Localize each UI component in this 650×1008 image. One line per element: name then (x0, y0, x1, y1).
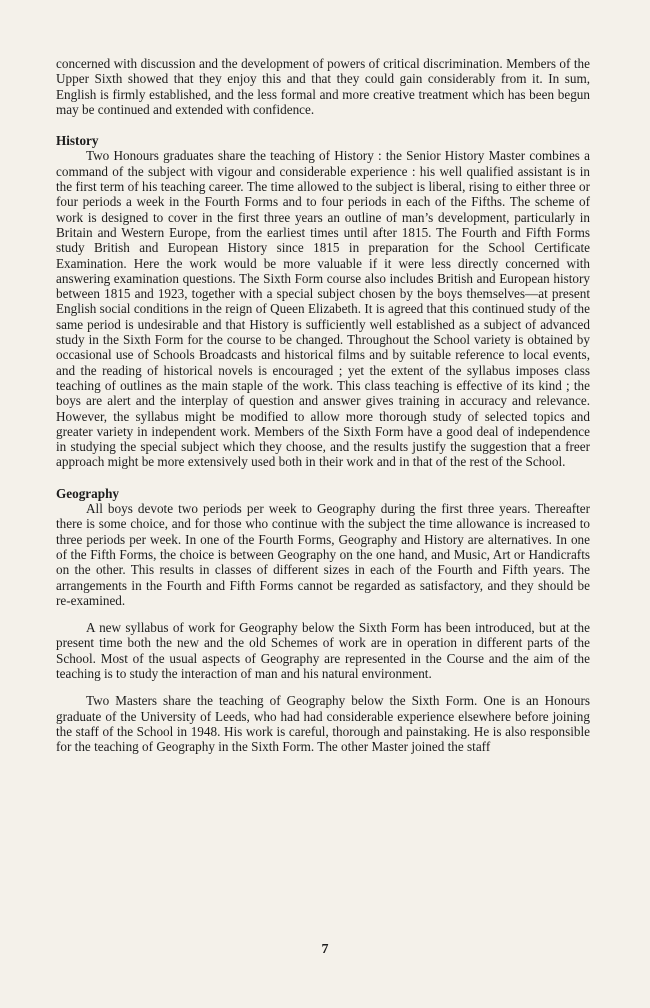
paragraph-gap (56, 681, 590, 693)
geography-paragraph-1: All boys devote two periods per week to Geography during the first three years. Thereafter there is some choice, and for those who continue with the subject the time allowance is increased to three periods per week. In one of the Fourth Forms, Geography and History are alternatives. In one of the Fifth Forms, the choice is between Geography on the one hand, and Music, Art or Handicrafts on the other. This results in classes of different sizes in each of the Fourth and Fifth years. The arrangements in the Fourth and Fifth Forms cannot be regarded as satisfactory, and they should be re-examined. (56, 501, 590, 608)
page-number: 7 (321, 942, 329, 957)
paragraph-gap (56, 608, 590, 620)
section-gap (56, 117, 590, 133)
geography-heading: Geography (56, 485, 120, 501)
history-heading: History (56, 133, 99, 149)
history-paragraph: Two Honours graduates share the teaching of History : the Senior History Master combines a command of the subject with vigour and considerable experience : his well qualified assistant is in the first term of his teaching career. The time allowed to the subject is liberal, rising to either three or four periods a week in the Fourth Forms and to four periods in each of the Fifths. The scheme of work is designed to cover in the first three years an outline of man’s development, particularly in Britain and Western Europe, from the earliest times until after 1815. The Fourth and Fifth Forms study British and European History since 1815 in preparation for the School Certificate Examination. Here the work would be more valuable if it were less directly concerned with answering examination questions. The Sixth Form course also includes British and European history between 1815 and 1923, together with a special subject chosen by the boys themselves—at present English social conditions in the reign of Queen Elizabeth. It is agreed that this continued study of the same period is undesirable and that History is sufficiently well established as a subject of advanced study in the Sixth Form for the course to be changed. Throughout the School variety is obtained by occasional use of Schools Broadcasts and historical films and by suitable reference to local events, and the reading of historical novels is encouraged ; yet the extent of the syllabus imposes class teaching of outlines as the main staple of the work. This class teaching is effective of its kind ; the boys are alert and the interplay of question and answer gives training in accuracy and relevance. However, the syllabus might be modified to allow more thorough study of selected topics and greater variety in independent work. Members of the Sixth Form have a good deal of independence in studying the special subject which they choose, and the results justify the suggestion that a freer approach might be more extensively used both in their work and in that of the rest of the School. (56, 148, 590, 470)
section-gap (56, 470, 590, 486)
geography-paragraph-2: A new syllabus of work for Geography below the Sixth Form has been introduced, but at the present time both the new and the old Schemes of work are in operation in different parts of the School. Most of the usual aspects of Geography are represented in the Course and the aim of the teaching is to study the interaction of man and his natural environment. (56, 620, 590, 681)
geography-paragraph-3: Two Masters share the teaching of Geography below the Sixth Form. One is an Honours graduate of the University of Leeds, who had had considerable experience elsewhere before joining the staff of the School in 1948. His work is careful, thorough and painstaking. He is also responsible for the teaching of Geography in the Sixth Form. The other Master joined the staff (56, 693, 590, 755)
intro-paragraph: concerned with discussion and the development of powers of critical discrimination. Members of the Upper Sixth showed that they enjoy this and that they could gain considerably from it. In sum, English is firmly established, and the less formal and more creative treatment which has been begun may be continued and extended with confidence. (56, 56, 590, 117)
